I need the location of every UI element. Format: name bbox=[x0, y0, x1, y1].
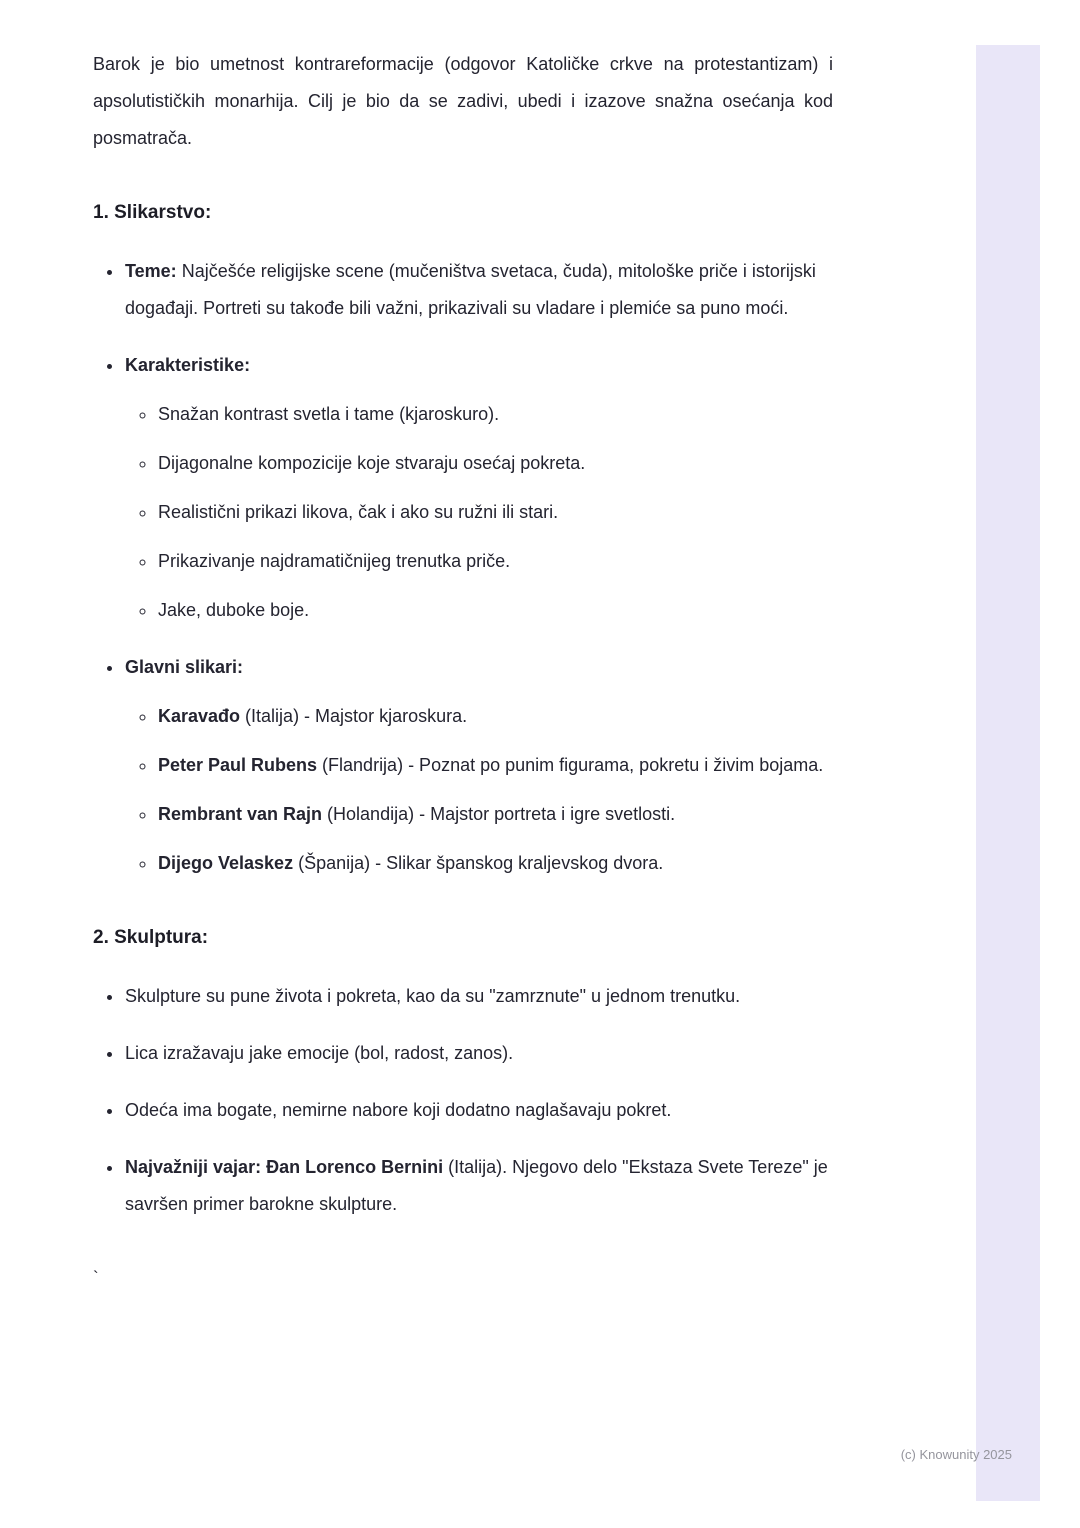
document-content bbox=[93, 46, 833, 1296]
list-item bbox=[157, 698, 833, 735]
plain-text: (Italija) - Majstor kjaroskura. bbox=[240, 706, 468, 726]
list-item bbox=[124, 978, 833, 1015]
section-heading-sculpture: 2. Skulptura: bbox=[93, 927, 209, 948]
plain-text: Odeća ima bogate, nemirne nabore koji dodatno naglašavaju pokret. bbox=[125, 1100, 672, 1120]
list-item bbox=[157, 494, 833, 531]
list-item bbox=[157, 747, 833, 784]
bold-text: Rembrant van Rajn bbox=[158, 804, 323, 824]
list-item bbox=[157, 845, 833, 882]
bold-text: Karavađo bbox=[158, 706, 241, 726]
plain-text: Prikazivanje najdramatičnijeg trenutka priče. bbox=[158, 551, 511, 571]
plain-text: Realistični prikazi likova, čak i ako su ružni ili stari. bbox=[158, 502, 559, 522]
intro-paragraph bbox=[93, 46, 833, 157]
bullet-list-level-2 bbox=[125, 396, 833, 629]
plain-text: Jake, duboke boje. bbox=[158, 600, 310, 620]
bold-text: Teme: bbox=[125, 261, 177, 281]
plain-text: (Flandrija) - Poznat po punim figurama, pokretu i živim bojama. bbox=[317, 755, 824, 775]
bold-text: Najvažniji vajar: Đan Lorenco Bernini bbox=[125, 1157, 444, 1177]
section-heading-painting: 1. Slikarstvo: bbox=[93, 202, 212, 223]
sculpture-list bbox=[93, 978, 833, 1223]
plain-text: Barok je bio umetnost kontrareformacije (odgovor Katoličke crkve na protestantizam) i apsolutističkih monarhija. Cilj je bio da se zadivi, ubedi i izazove snažna osećanja kod posmatrača. bbox=[93, 54, 833, 148]
painting-list bbox=[93, 253, 833, 882]
list-item bbox=[124, 1092, 833, 1129]
plain-text: Lica izražavaju jake emocije (bol, radost, zanos). bbox=[125, 1043, 514, 1063]
bullet-list-level-2 bbox=[125, 698, 833, 882]
list-item bbox=[124, 1149, 833, 1223]
list-item bbox=[157, 543, 833, 580]
plain-text: Najčešće religijske scene (mučeništva svetaca, čuda), mitološke priče i istorijski događaji. Portreti su takođe bili važni, prikazivali su vladare i plemiće sa puno moći. bbox=[125, 261, 816, 318]
list-item bbox=[124, 649, 833, 882]
bold-text: Karakteristike: bbox=[125, 355, 251, 375]
list-item bbox=[124, 1035, 833, 1072]
list-item bbox=[157, 445, 833, 482]
plain-text: Snažan kontrast svetla i tame (kjaroskuro). bbox=[158, 404, 500, 424]
bold-text: Glavni slikari: bbox=[125, 657, 244, 677]
bold-text: Dijego Velaskez bbox=[158, 853, 294, 873]
list-item bbox=[124, 347, 833, 629]
plain-text: (Holandija) - Majstor portreta i igre svetlosti. bbox=[322, 804, 676, 824]
list-item bbox=[157, 796, 833, 833]
plain-text: Skulpture su pune života i pokreta, kao da su "zamrznute" u jednom trenutku. bbox=[125, 986, 741, 1006]
stray-backtick bbox=[93, 1259, 833, 1296]
plain-text: ` bbox=[93, 1268, 99, 1287]
plain-text: (Italija). Njegovo delo "Ekstaza Svete Tereze" je savršen primer barokne skulpture. bbox=[125, 1157, 828, 1214]
list-item bbox=[157, 592, 833, 629]
plain-text: Dijagonalne kompozicije koje stvaraju osećaj pokreta. bbox=[158, 453, 586, 473]
bold-text: Peter Paul Rubens bbox=[158, 755, 318, 775]
copyright-footer: (c) Knowunity 2025 bbox=[900, 1447, 1012, 1462]
plain-text: (Španija) - Slikar španskog kraljevskog dvora. bbox=[293, 853, 664, 873]
list-item bbox=[157, 396, 833, 433]
list-item bbox=[124, 253, 833, 327]
side-stripe bbox=[976, 45, 1040, 1501]
